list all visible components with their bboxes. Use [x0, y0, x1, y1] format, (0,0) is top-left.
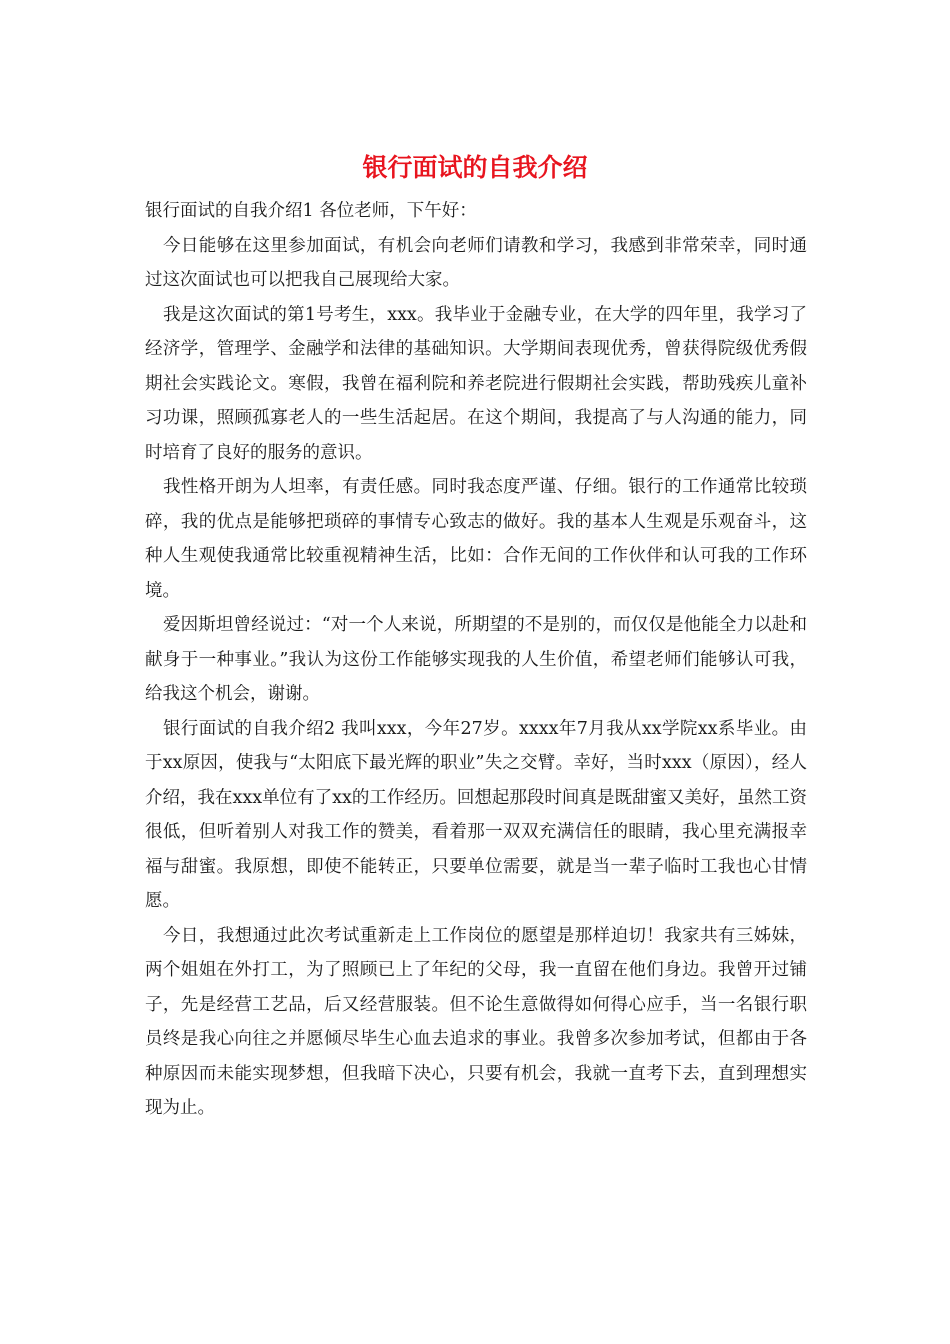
paragraph-3: 我是这次面试的第1号考生，xxx。我毕业于金融专业，在大学的四年里，我学习了经济学，管理学、金融学和法律的基础知识。大学期间表现优秀，曾获得院级优秀假期社会实践论文。寒假，我曾在福利院和养老院进行假期社会实践，帮助残疾儿童补习功课，照顾孤寡老人的一些生活起居。在这个期间，我提高了与人沟通的能力，同时培育了良好的服务的意识。: [145, 304, 807, 463]
document-body: [145, 194, 807, 1126]
paragraph-6: 银行面试的自我介绍2 我叫xxx，今年27岁。xxxx年7月我从xx学院xx系毕业。由于xx原因，使我与“太阳底下最光辉的职业”失之交臂。幸好，当时xxx（原因），经人介绍，我在xxx单位有了xx的工作经历。回想起那段时间真是既甜蜜又美好，虽然工资很低，但听着别人对我工作的赞美，看着那一双双充满信任的眼睛，我心里充满报幸福与甜蜜。我原想，即使不能转正，只要单位需要，就是当一辈子临时工我也心甘情愿。: [145, 718, 807, 911]
paragraph-5: 爱因斯坦曾经说过：“对一个人来说，所期望的不是别的，而仅仅是他能全力以赴和献身于一种事业。”我认为这份工作能够实现我的人生价值，希望老师们能够认可我，给我这个机会，谢谢。: [145, 615, 807, 704]
paragraph-1: 银行面试的自我介绍1 各位老师，下午好：: [145, 201, 477, 221]
paragraph-2: 今日能够在这里参加面试，有机会向老师们请教和学习，我感到非常荣幸，同时通过这次面试也可以把我自己展现给大家。: [145, 235, 807, 290]
paragraph-4: 我性格开朗为人坦率，有责任感。同时我态度严谨、仔细。银行的工作通常比较琐碎，我的优点是能够把琐碎的事情专心致志的做好。我的基本人生观是乐观奋斗，这种人生观使我通常比较重视精神生活，比如：合作无间的工作伙伴和认可我的工作环境。: [145, 477, 807, 601]
paragraph-7: 今日，我想通过此次考试重新走上工作岗位的愿望是那样迫切！我家共有三姊妹，两个姐姐在外打工，为了照顾已上了年纪的父母，我一直留在他们身边。我曾开过铺子，先是经营工艺品，后又经营服装。但不论生意做得如何得心应手，当一名银行职员终是我心向往之并愿倾尽毕生心血去追求的事业。我曾多次参加考试，但都由于各种原因而未能实现梦想，但我暗下决心，只要有机会，我就一直考下去，直到理想实现为止。: [145, 925, 807, 1118]
document-title: 银行面试的自我介绍: [362, 153, 588, 182]
